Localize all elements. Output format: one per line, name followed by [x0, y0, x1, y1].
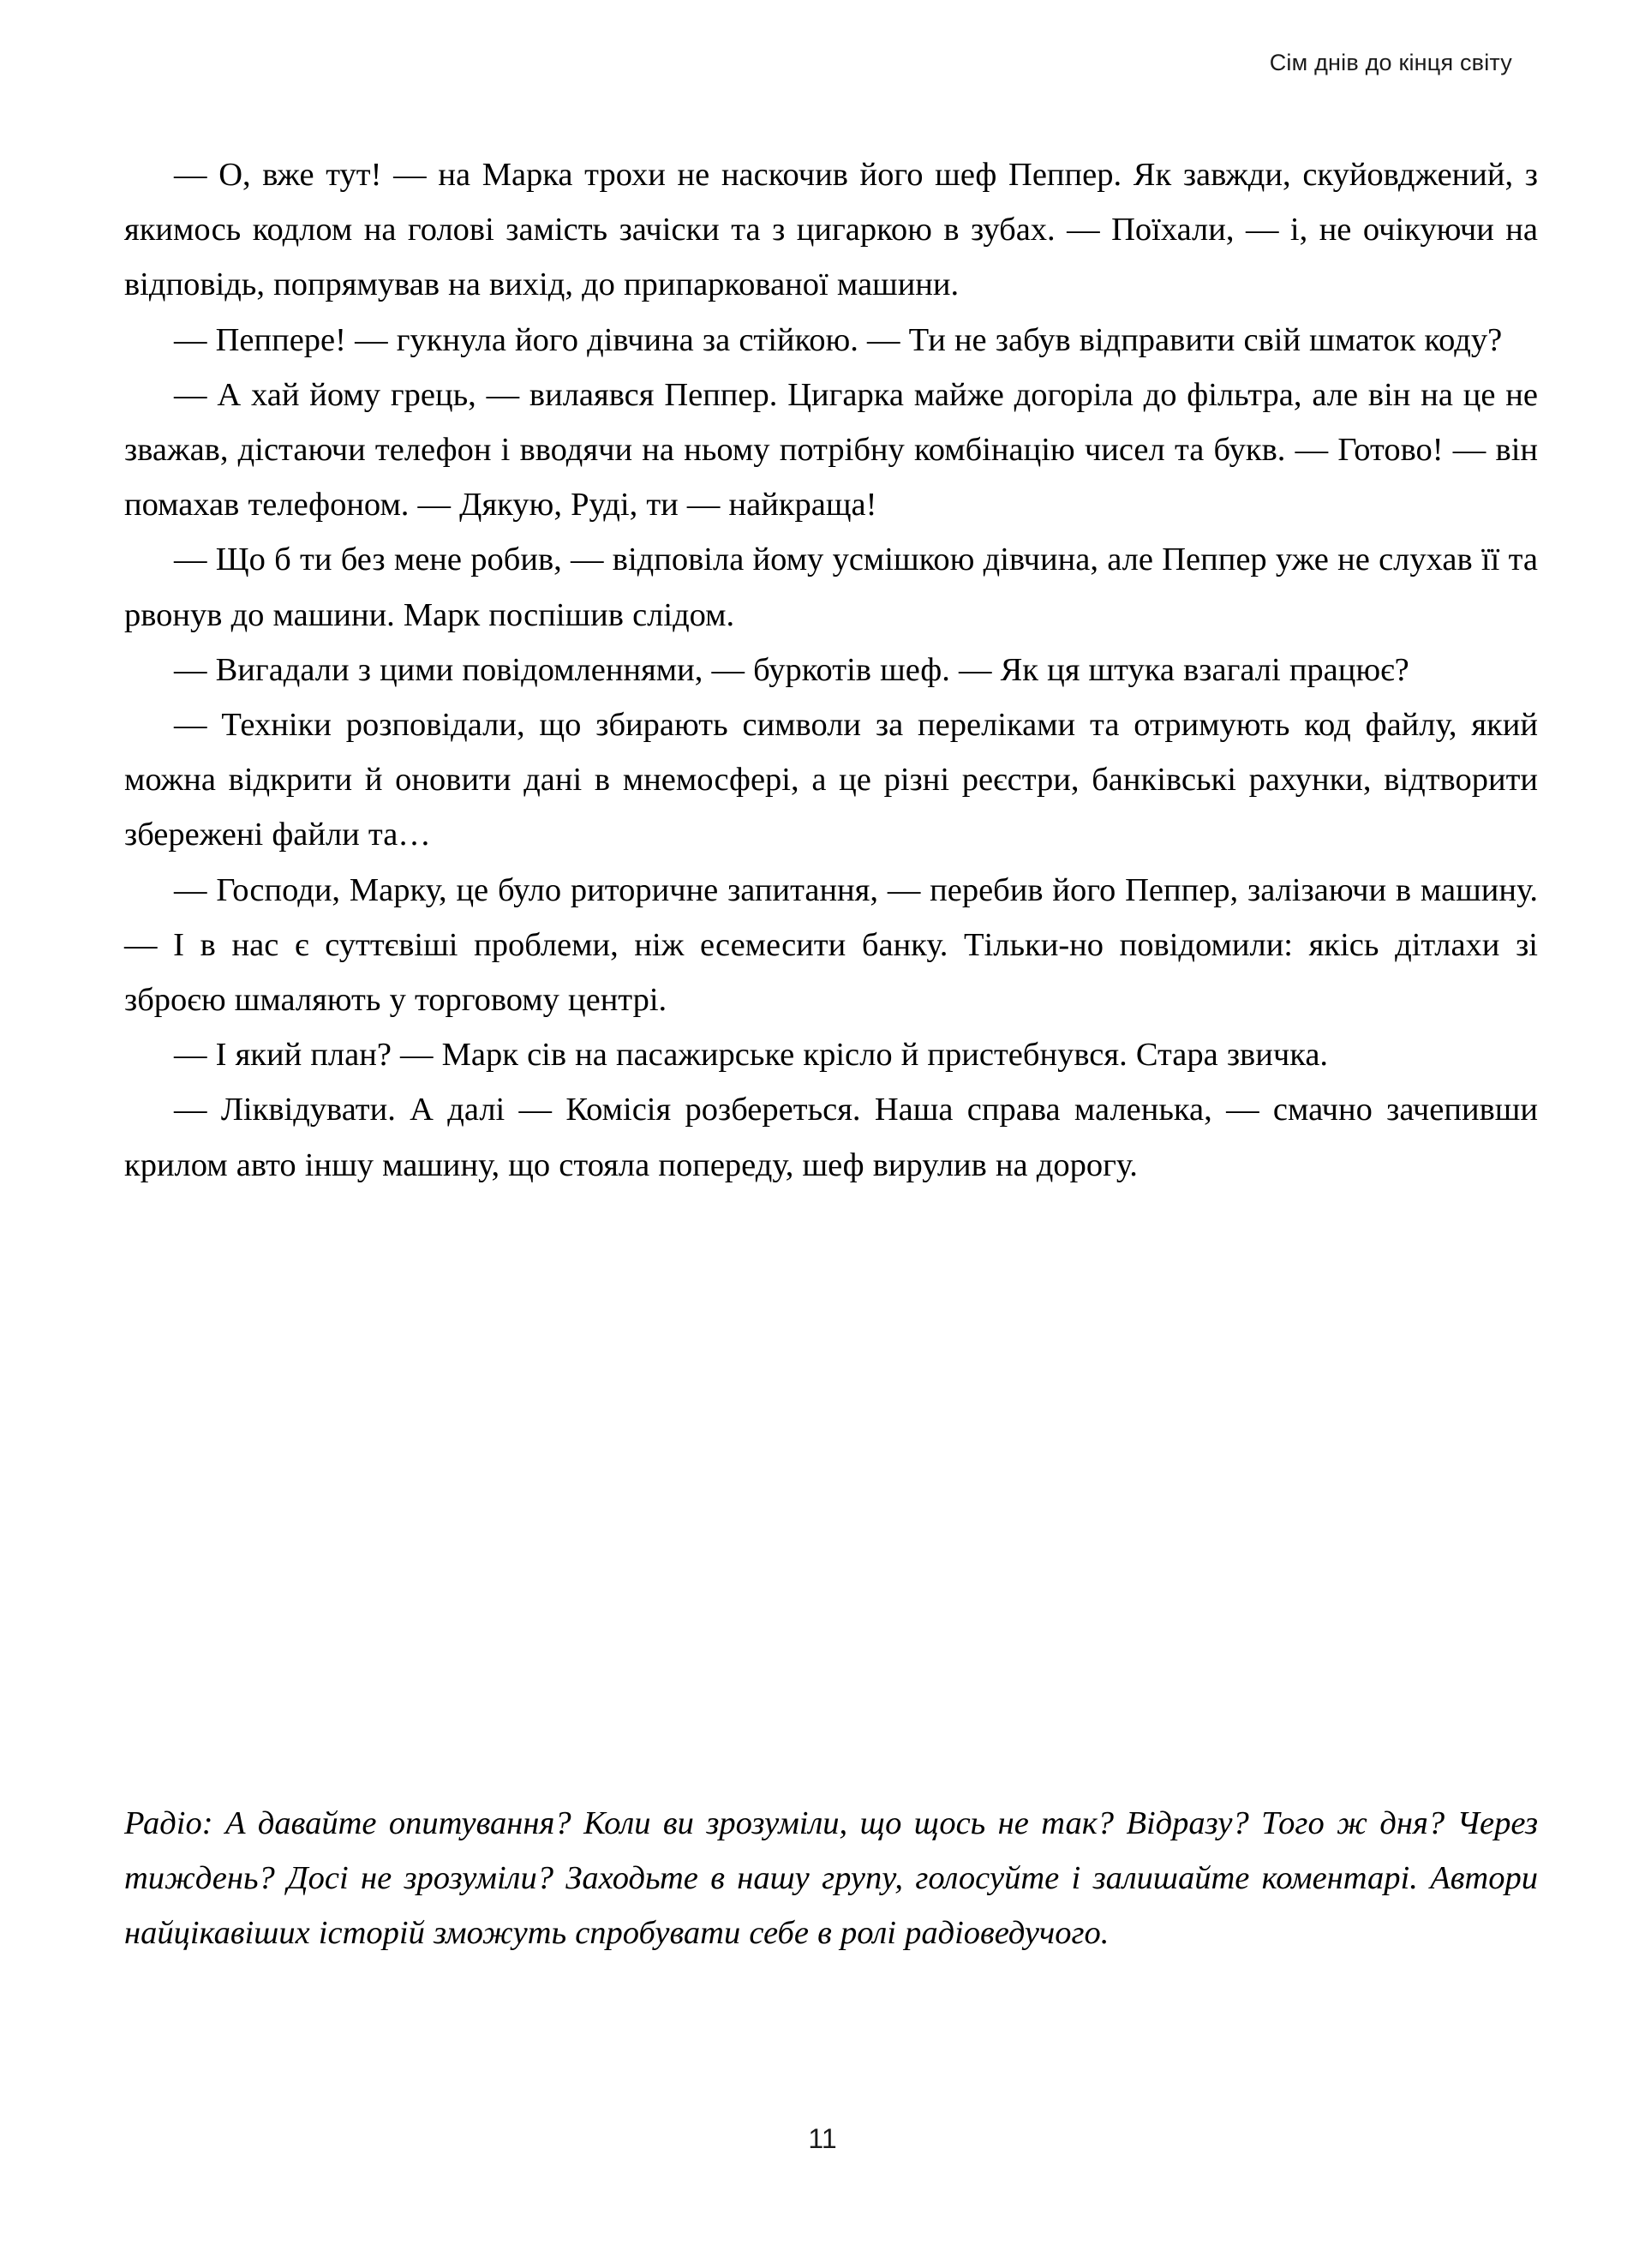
running-head: Сім днів до кінця світу	[1269, 50, 1512, 75]
page-number: 11	[808, 2123, 837, 2154]
paragraph: — О, вже тут! — на Марка трохи не наскочив його шеф Пеппер. Як завжди, скуйовджений, з якимось кодлом на голові замість зачіски та з цигаркою в зубах. — Поїхали, — і, не очікуючи на відповідь, попрямував на вихід, до припаркованої машини.	[124, 157, 1538, 303]
paragraph: — Ліквідувати. А далі — Комісія розбереться. Наша справа маленька, — смачно зачепивши крилом авто іншу машину, що стояла попереду, шеф вирулив на дорогу.	[124, 1092, 1538, 1183]
paragraph: — Вигадали з цими повідомленнями, — буркотів шеф. — Як ця штука взагалі працює?	[174, 651, 1409, 688]
paragraph: — Техніки розповідали, що збирають символи за переліками та отримують код файлу, який можна відкрити й оновити дані в мнемосфері, а це різні реєстри, банківські рахунки, відтворити збережені файли та…	[124, 707, 1538, 853]
paragraph: — Що б ти без мене робив, — відповіла йому усмішкою дівчина, але Пеппер уже не слухав її та рвонув до машини. Марк поспішив слідом.	[124, 542, 1538, 633]
paragraph: — І який план? — Марк сів на пасажирське крісло й пристебнувся. Стара звичка.	[174, 1037, 1329, 1074]
radio-note-block	[124, 1796, 1538, 1961]
paragraph: — Пеппере! — гукнула його дівчина за стійкою. — Ти не забув відправити свій шматок коду?	[174, 321, 1503, 358]
paragraph: — Господи, Марку, це було риторичне запитання, — перебив його Пеппер, залізаючи в машину. — І в нас є суттєвіші проблеми, ніж есемесити банку. Тільки-но повідомили: якісь дітлахи зі зброєю шмаляють у торговому центрі.	[124, 871, 1538, 1019]
body-text-block	[124, 147, 1538, 1193]
paragraph: — А хай йому грець, — вилаявся Пеппер. Цигарка майже догоріла до фільтра, але він на це не зважав, дістаючи телефон і вводячи на ньому потрібну комбінацію чисел та букв. — Готово! — він помахав телефоном. — Дякую, Руді, ти — найкраща!	[124, 376, 1538, 524]
radio-note-paragraph: Радіо: А давайте опитування? Коли ви зрозуміли, що щось не так? Відразу? Того ж дня? Через тиждень? Досі не зрозуміли? Заходьте в нашу групу, голосуйте і залишайте коментарі. Автори найцікавіших історій зможуть спробувати себе в ролі радіоведучого.	[124, 1805, 1538, 1952]
